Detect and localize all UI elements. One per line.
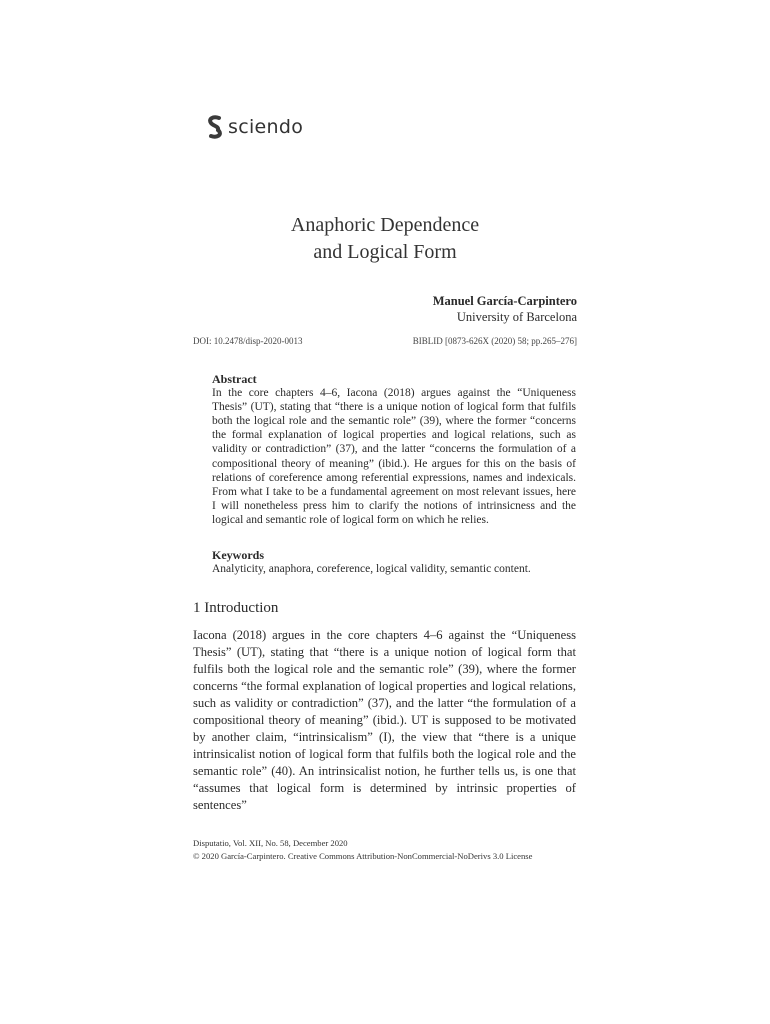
keywords <box>212 548 576 576</box>
section-number: 1 <box>193 600 201 616</box>
footer <box>193 837 532 863</box>
body-paragraph: Iacona (2018) argues in the core chapters 4–6 against the “Uniqueness Thesis” (UT), stating that “there is a unique notion of logical form that fulfils both the logical role and the semantic role” (39), where the former concerns “the formal explanation of logical properties and logical relations, such as validity or contradiction” (37), and the latter “the formulation of a compositional theory of meaning” (ibid.). UT is supposed to be motivated by another claim, “intrinsicalism” (I), the view that “there is a unique intrinsicalist notion of logical form that fulfils both the logical role and the semantic role” (40). An intrinsicalist notion, he further tells us, is one that “assumes that logical form is determined by intrinsic properties of sentences” <box>193 628 576 812</box>
title-line-2: and Logical Form <box>313 241 457 263</box>
license-info: © 2020 García-Carpintero. Creative Commons Attribution-NonCommercial-NoDerivs 3.0 License <box>193 851 533 861</box>
author-affiliation: University of Barcelona <box>456 310 577 324</box>
section-title: Introduction <box>204 600 279 616</box>
sciendo-logo-icon <box>206 115 224 139</box>
title-line-1: Anaphoric Dependence <box>290 214 480 236</box>
abstract <box>212 372 576 527</box>
doi: DOI: 10.2478/disp-2020-0013 <box>193 336 303 346</box>
publisher-name: sciendo <box>228 116 304 138</box>
biblid: BIBLID [0873-626X (2020) 58; pp.265–276] <box>412 336 577 346</box>
publisher-logo <box>206 115 303 139</box>
journal-info: Disputatio, Vol. XII, No. 58, December 2020 <box>193 838 348 848</box>
abstract-text: In the core chapters 4–6, Iacona (2018) argues against the “Uniqueness Thesis” (UT), stating that “there is a unique notion of logical form that fulfils both the logical role and the semantic role” (39), where the former “concerns the formal explanation of logical properties and logical relations, such as validity or contradiction” (37), and the latter “concerns the formulation of a compositional theory of meaning” (ibid.). He argues for this on the basis of relations of coreference among referential expressions, names and indexicals. From what I take to be a fundamental agreement on most relevant issues, here I will nonetheless press him to clarify the notions of intrinsicness and the logical and semantic role of logical form on which he relies. <box>212 387 576 526</box>
keywords-heading: Keywords <box>212 548 264 562</box>
paper-title <box>0 212 770 266</box>
keywords-text: Analyticity, anaphora, coreference, logical validity, semantic content. <box>212 563 531 576</box>
author-block <box>433 293 577 325</box>
section-heading <box>193 600 278 617</box>
abstract-heading: Abstract <box>212 372 257 386</box>
author-name: Manuel García-Carpintero <box>432 294 577 308</box>
